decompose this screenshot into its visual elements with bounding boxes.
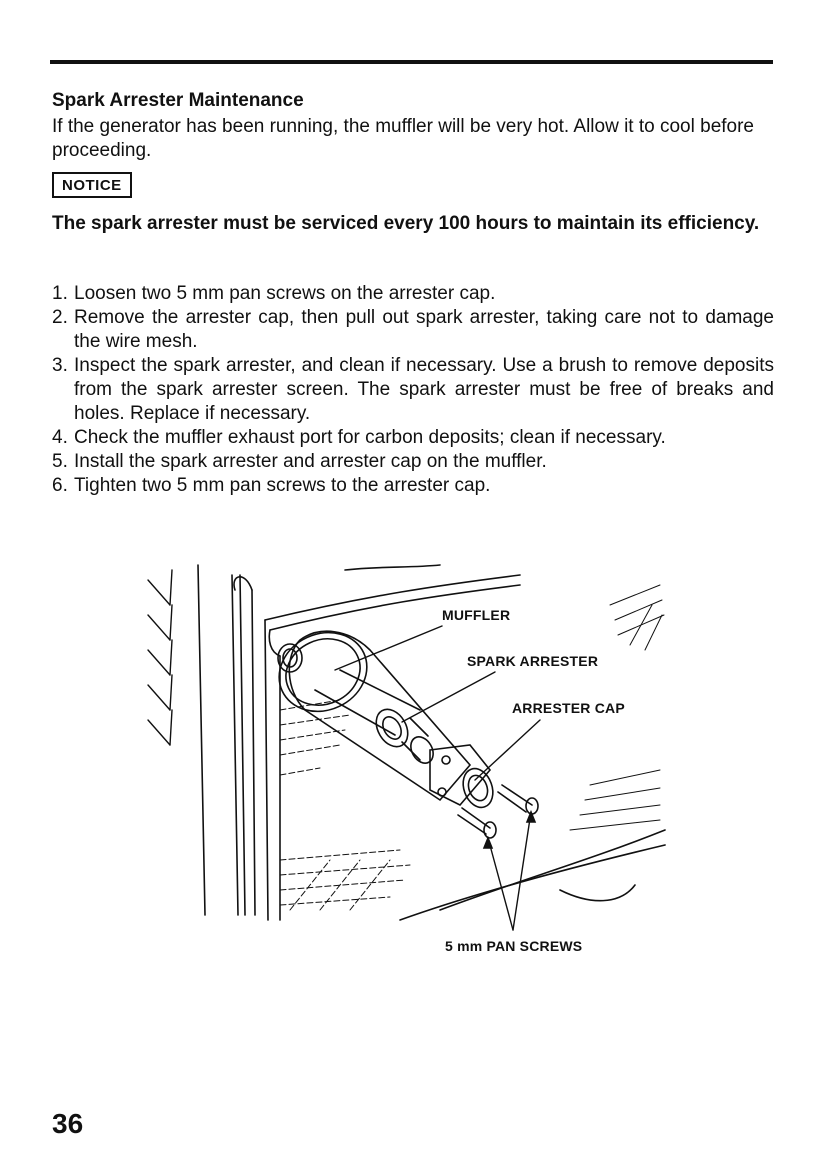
step-text: Loosen two 5 mm pan screws on the arrester cap. <box>74 283 496 304</box>
step-number: 4. <box>52 427 68 448</box>
step-number: 6. <box>52 475 68 496</box>
spark-arrester-illustration <box>140 560 680 960</box>
step-number: 3. <box>52 355 68 376</box>
step-number: 1. <box>52 283 68 304</box>
step-text: Check the muffler exhaust port for carbon deposits; clean if necessary. <box>74 427 666 448</box>
step-text: Tighten two 5 mm pan screws to the arrester cap. <box>74 475 491 496</box>
list-item <box>52 474 774 498</box>
list-item <box>52 426 774 450</box>
list-item <box>52 306 774 354</box>
intro-paragraph: If the generator has been running, the muffler will be very hot. Allow it to cool before proceeding. <box>52 116 754 161</box>
list-item <box>52 450 774 474</box>
steps-list <box>52 282 774 498</box>
page-number: 36 <box>52 1108 84 1139</box>
list-item <box>52 354 774 426</box>
muffler-diagram-graphic <box>140 560 680 960</box>
label-spark-arrester: SPARK ARRESTER <box>467 653 599 669</box>
section-title: Spark Arrester Maintenance <box>52 90 304 111</box>
notice-text: The spark arrester must be serviced every 100 hours to maintain its efficiency. <box>52 213 760 234</box>
top-rule <box>50 60 773 64</box>
step-number: 2. <box>52 307 68 328</box>
list-item <box>52 282 774 306</box>
notice-label: NOTICE <box>52 172 132 198</box>
step-text: Inspect the spark arrester, and clean if necessary. Use a brush to remove deposits from the spark arrester screen. The spark arrester must be free of breaks and holes. Replace if necessary. <box>74 355 774 424</box>
step-text: Remove the arrester cap, then pull out spark arrester, taking care not to damage the wire mesh. <box>74 307 774 352</box>
label-muffler: MUFFLER <box>442 607 511 623</box>
label-arrester-cap: ARRESTER CAP <box>512 700 625 716</box>
label-pan-screws: 5 mm PAN SCREWS <box>445 938 583 954</box>
step-text: Install the spark arrester and arrester cap on the muffler. <box>74 451 547 472</box>
step-number: 5. <box>52 451 68 472</box>
